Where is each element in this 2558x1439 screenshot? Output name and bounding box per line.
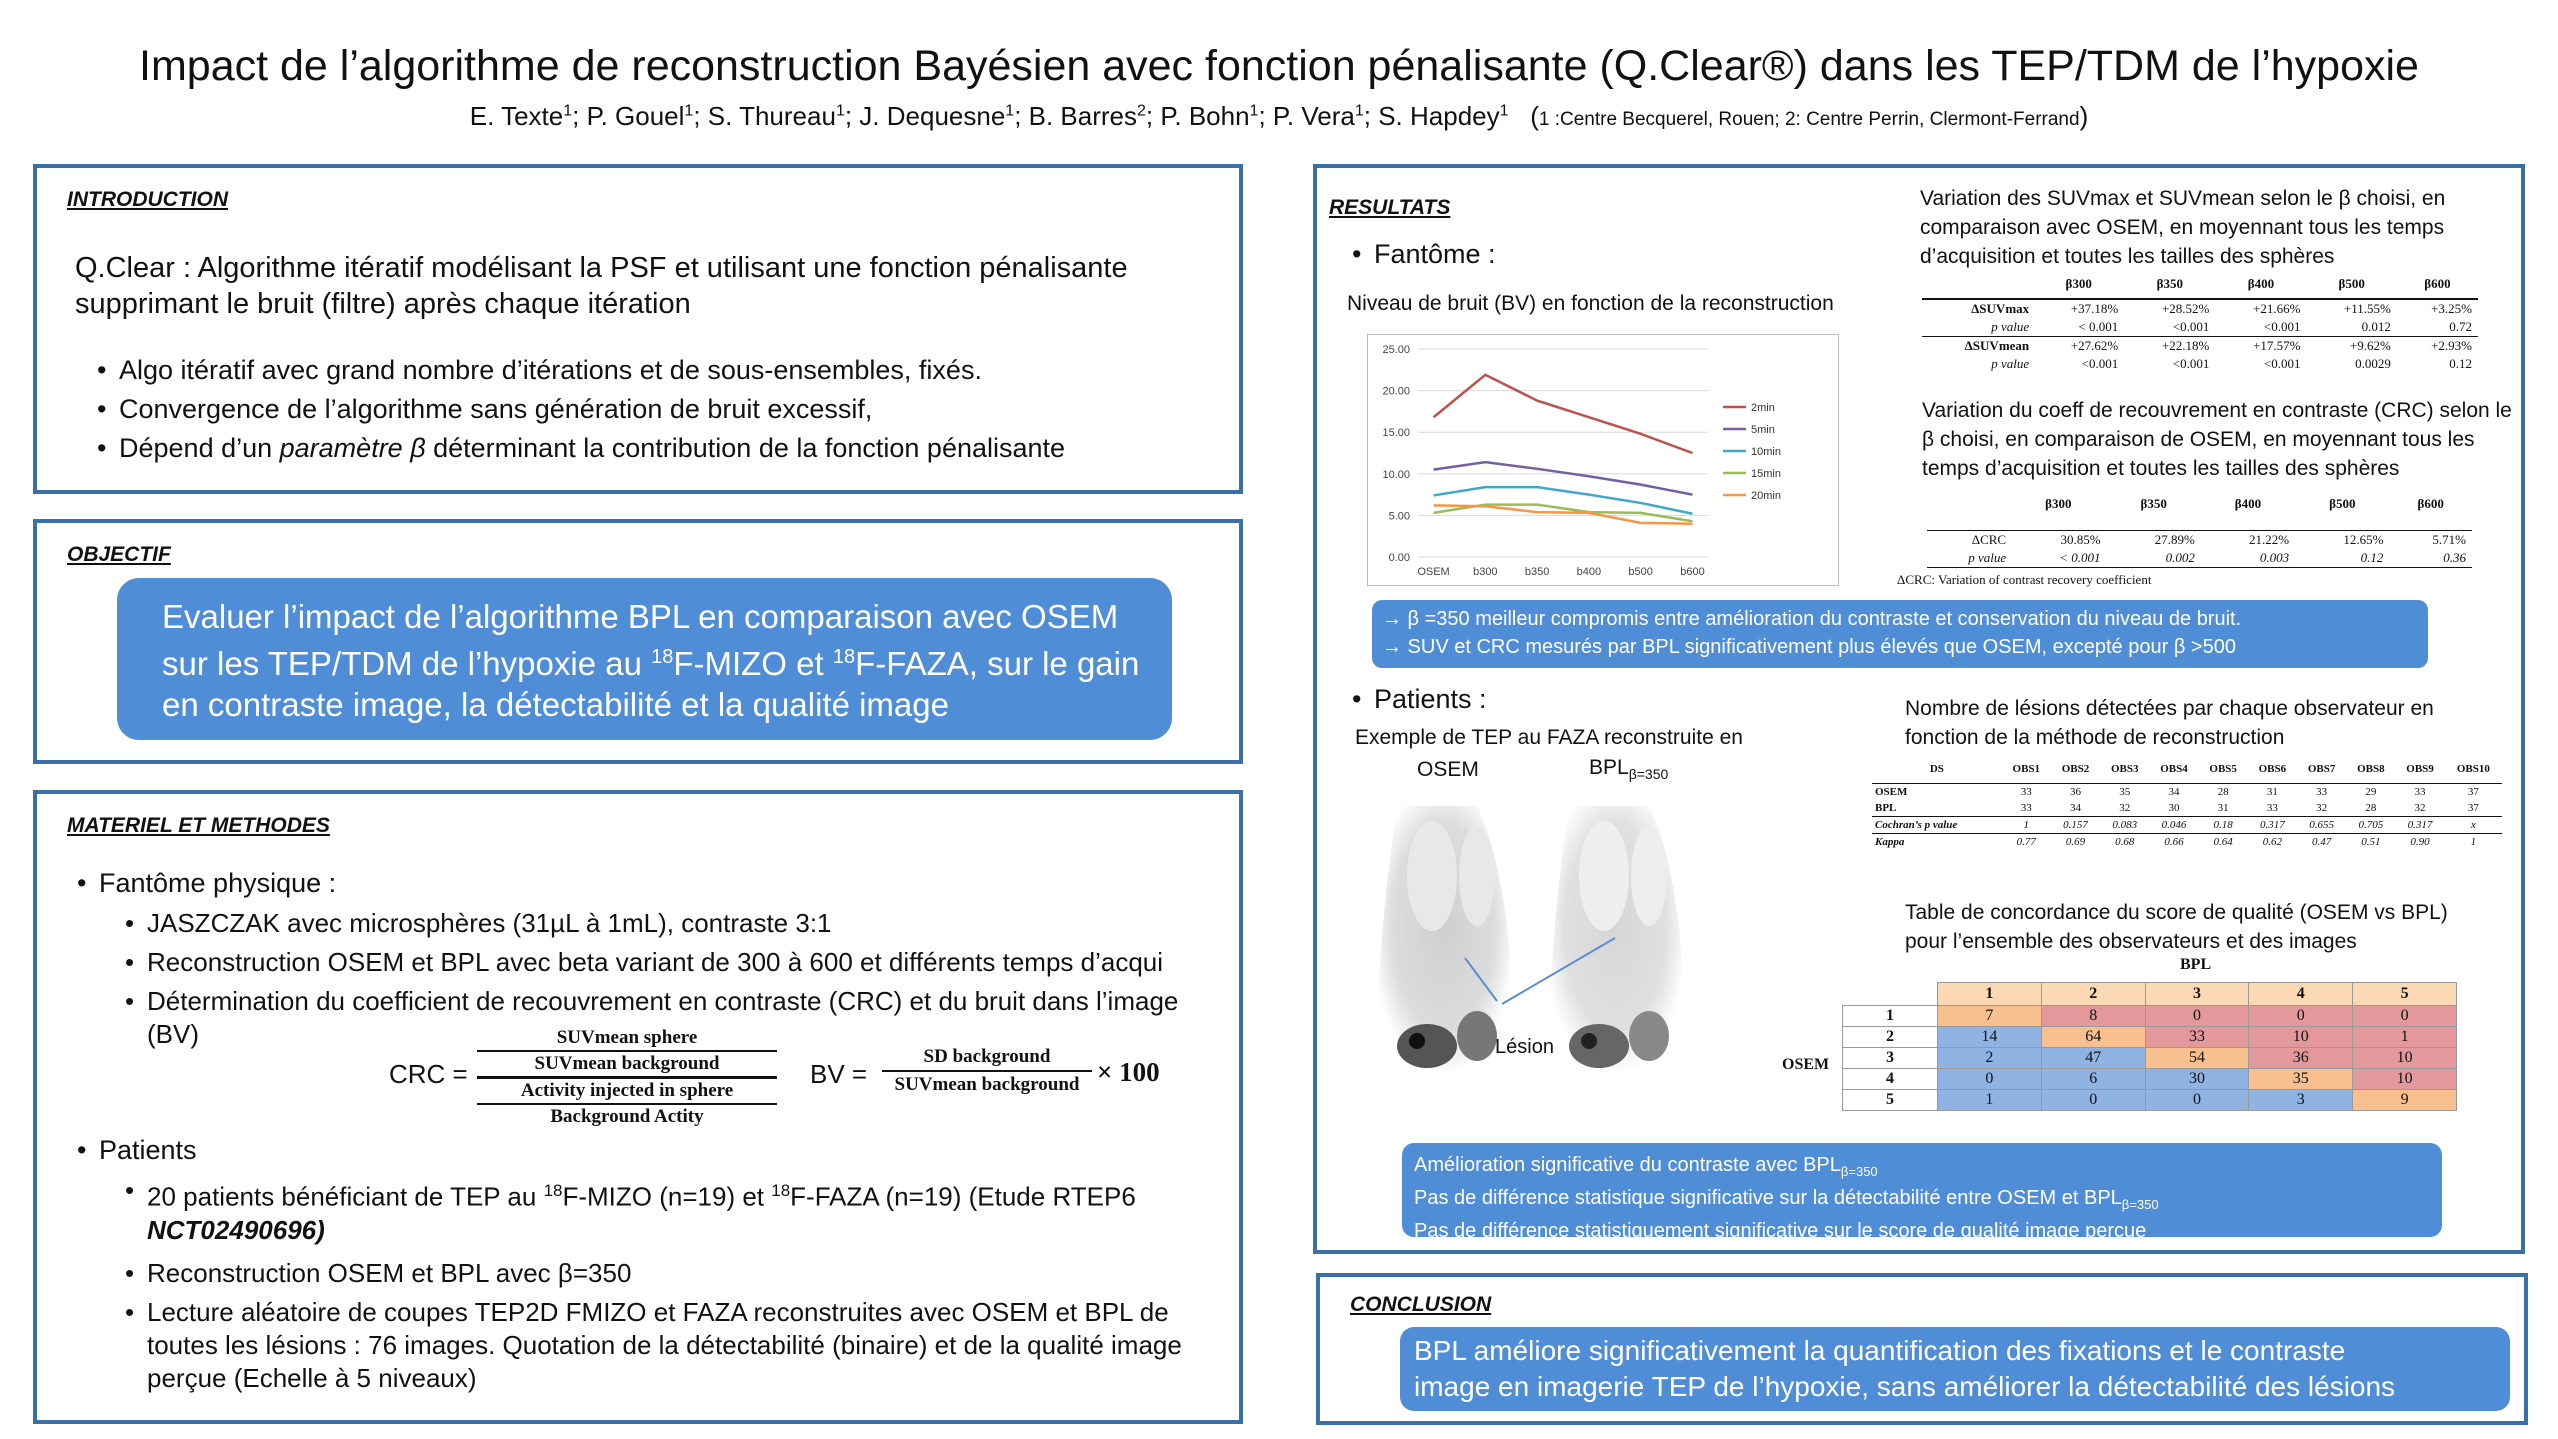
methods-header: MATERIEL ET METHODES [67, 814, 330, 837]
y-tick-label: 0.00 [1388, 552, 1410, 564]
table-header: 2 [2041, 983, 2145, 1006]
table-cell: 0.18 [2199, 817, 2248, 834]
pet-osem-label: OSEM [1417, 758, 1479, 781]
table-header: OBS4 [2149, 761, 2198, 784]
table-cell: 0.012 [2306, 318, 2396, 337]
table-cell: +22.18% [2161, 338, 2210, 353]
author: P. Bohn$^1$ [1160, 100, 1259, 131]
table-cell: 0.003 [2201, 549, 2295, 568]
table-cell: 0.90 [2410, 836, 2430, 848]
legend-label: 15min [1751, 468, 1781, 480]
table-cell: <0.001 [2215, 318, 2306, 337]
table-cell: 3 [2249, 1090, 2353, 1111]
table-header: 3 [2145, 983, 2249, 1006]
table-cell: 35 [2249, 1069, 2353, 1090]
introduction-panel [33, 164, 1243, 494]
results-patients-bullet: • Patients : [1352, 683, 1487, 716]
table-cell: 36 [2249, 1048, 2353, 1069]
table-cell: +28.52% [2161, 301, 2210, 316]
table-cell: 10 [2249, 1027, 2353, 1048]
table-cell: +37.18% [2070, 301, 2119, 316]
y-tick-label: 5.00 [1388, 510, 1410, 523]
table-cell: 1 [2002, 817, 2051, 834]
table-header: β400 [2234, 496, 2262, 511]
table-row [1872, 784, 2502, 801]
table-row [1927, 494, 2472, 531]
crc-note: ΔCRC: Variation of contrast recovery coefficient [1897, 572, 2152, 587]
conclusion-panel [1316, 1273, 2528, 1425]
table-cell: 0.64 [2213, 836, 2233, 848]
row-label: 5 [1843, 1090, 1938, 1111]
table-cell: +27.62% [2070, 338, 2119, 353]
table-cell: 0 [2145, 1006, 2249, 1027]
table-cell: <0.001 [2124, 318, 2215, 337]
suv-table [1922, 274, 2478, 373]
table-cell: 0.0029 [2355, 356, 2391, 371]
table-cell: +21.66% [2253, 301, 2301, 316]
table-cell [1927, 494, 2010, 531]
table-cell: 54 [2145, 1048, 2249, 1069]
table-cell: 0 [2041, 1090, 2145, 1111]
table-cell: 0.36 [2389, 549, 2472, 568]
table-header: OBS5 [2199, 761, 2248, 784]
objectif-line-1: Evaluer l’impact de l’algorithme BPL en comparaison avec OSEM [162, 598, 1119, 635]
observer-caption: Nombre de lésions détectées par chaque observateur en fonction de la méthode de reconstruction [1905, 697, 2434, 749]
table-row [1843, 1090, 2457, 1111]
table-cell: 0.62 [2262, 836, 2283, 848]
methods-phantom-item-3: • Détermination du coefficient de recouvrement en contraste (CRC) et du bruit dans l’image (BV) [125, 985, 1205, 1051]
legend-label: 2min [1751, 402, 1775, 414]
x-tick-label: b600 [1680, 566, 1705, 578]
row-label: ΔSUVmean [1964, 338, 2030, 353]
legend-label: 20min [1751, 490, 1781, 502]
series-line-2min [1434, 375, 1693, 453]
table-cell: 0.68 [2115, 836, 2135, 848]
table-cell: 6 [2041, 1069, 2145, 1090]
results-phantom-bullet: • Fantôme : [1352, 238, 1496, 271]
table-cell: 0.705 [2346, 817, 2395, 834]
table-cell: 0.002 [2107, 549, 2201, 568]
methods-phantom-item-2: • Reconstruction OSEM et BPL avec beta variant de 300 à 600 et différents temps d’acqui [125, 946, 1163, 979]
crc-formula: SUVmean sphere SUVmean background Activity injected in sphere Background Actity [477, 1026, 777, 1129]
patients-summary-line-2: Pas de différence statistique significative sur la détectabilité entre OSEM et $BPL_{\beta=350}$ [1414, 1187, 2159, 1212]
row-label: 4 [1843, 1069, 1938, 1090]
row-label: ΔSUVmax [1971, 301, 2030, 316]
crc-table [1927, 494, 2472, 568]
crc-caption: Variation du coeff de recouvrement en contraste (CRC) selon le β choisi, en comparaison de OSEM, en moyennant tous les temps d’acquisition et toutes les tailles des sphères [1922, 399, 2512, 480]
table-cell: 9 [2353, 1090, 2457, 1111]
table-cell: 0.69 [2065, 836, 2086, 848]
table-cell: 21.22% [2201, 531, 2295, 550]
intro-bullet-3: • Dépend d’un paramètre β déterminant la contribution de la fonction pénalisante [97, 432, 1065, 465]
table-header: 1 [1938, 983, 2042, 1006]
bv-formula: SD background SUVmean background [882, 1044, 1092, 1098]
table-header: OBS2 [2051, 761, 2100, 784]
author: P. Gouel$^1$ [586, 100, 694, 131]
table-cell: 0 [2249, 1006, 2353, 1027]
table-cell: 47 [2041, 1048, 2145, 1069]
table-row [1922, 299, 2478, 318]
concordance-caption: Table de concordance du score de qualité (OSEM vs BPL) pour l’ensemble des observateurs et des images [1905, 901, 2448, 953]
table-cell: 32 [2414, 802, 2426, 814]
table-header: β350 [2140, 496, 2167, 511]
table-header: OBS3 [2100, 761, 2149, 784]
row-label: Cochran’s p value [1872, 817, 2002, 834]
intro-bullet-2: • Convergence de l’algorithme sans génération de bruit excessif, [97, 393, 872, 426]
table-cell: <0.001 [2081, 356, 2119, 371]
table-cell: 14 [1938, 1027, 2042, 1048]
table-row [1922, 318, 2478, 337]
table-cell: +11.55% [2343, 301, 2391, 316]
table-cell: 0 [2353, 1006, 2457, 1027]
table-cell: 32 [2316, 802, 2328, 814]
concordance-table [1842, 982, 2457, 1111]
table-cell: 5.71% [2389, 531, 2472, 550]
pet-caption: Exemple de TEP au FAZA reconstruite en [1355, 726, 1743, 749]
table-cell: 0.083 [2100, 817, 2149, 834]
row-label: OSEM [1875, 786, 1908, 798]
table-header: β300 [2033, 274, 2124, 299]
author: S. Hapdey$^1$ [1378, 100, 1509, 131]
results-panel [1313, 164, 2525, 1254]
table-row [1922, 337, 2478, 356]
methods-patients-bullet: • Patients [77, 1134, 197, 1167]
row-label: p value [1922, 318, 2033, 337]
bv-multiplier: × 100 [1097, 1057, 1160, 1087]
table-cell: 64 [2041, 1027, 2145, 1048]
table-cell: < 0.001 [2010, 549, 2106, 568]
table-cell: 7 [1938, 1006, 2042, 1027]
table-row [1843, 1069, 2457, 1090]
table-cell: 32 [2119, 802, 2131, 814]
objectif-box [117, 578, 1172, 740]
introduction-lead: Q.Clear : Algorithme itératif modélisant la PSF et utilisant une fonction pénalisante supprimant le bruit (filtre) après chaque itération [75, 252, 1128, 320]
methods-phantom-bullet: • Fantôme physique : [77, 867, 336, 900]
table-row [1843, 1048, 2457, 1069]
table-cell: 0.157 [2051, 817, 2100, 834]
x-tick-label: OSEM [1417, 566, 1450, 578]
table-cell: 2 [1938, 1048, 2042, 1069]
methods-patients-item-2: • Reconstruction OSEM et BPL avec β=350 [125, 1257, 631, 1290]
table-cell: 10 [2353, 1048, 2457, 1069]
table-row [1843, 1027, 2457, 1048]
patients-summary-line-3: Pas de différence statistiquement significative sur le score de qualité image perçue [1414, 1220, 2147, 1242]
patients-summary-line-1: Amélioration significative du contraste avec $BPL_{\beta=350}$ [1414, 1154, 1878, 1179]
noise-chart [1367, 334, 1839, 586]
table-cell: 37 [2467, 786, 2479, 798]
table-row [1843, 983, 2457, 1006]
author: J. Dequesne$^1$ [859, 100, 1015, 131]
author: B. Barres$^2$ [1028, 100, 1146, 131]
objectif-panel [33, 519, 1243, 764]
table-header: β500 [2329, 496, 2356, 511]
table-cell: 33 [2266, 802, 2278, 814]
table-cell: 0.655 [2297, 817, 2346, 834]
conclusion-line-2: image en imagerie TEP de l’hypoxie, sans améliorer la détectabilité des lésions [1414, 1371, 2396, 1402]
table-cell: +3.25% [2431, 301, 2472, 316]
objectif-line-2: sur les TEP/TDM de l’hypoxie au $^{18}$F-MIZO et $^{18}$F-FAZA, sur le gain [162, 645, 1140, 682]
y-tick-label: 25.00 [1382, 344, 1410, 356]
table-cell: 28 [2365, 802, 2377, 814]
row-label: p value [1991, 356, 2030, 371]
crc-label: CRC = [389, 1059, 468, 1089]
table-cell: 27.89% [2107, 531, 2201, 550]
phantom-summary-box [1372, 600, 2428, 668]
table-row [1872, 761, 2502, 784]
introduction-header: INTRODUCTION [67, 188, 228, 211]
row-label: 2 [1843, 1027, 1938, 1048]
table-row [1843, 1006, 2457, 1027]
conclusion-box [1400, 1327, 2510, 1411]
phantom-summary-line-1: → β =350 meilleur compromis entre amélioration du contraste et conservation du niveau de bruit. [1382, 608, 2242, 630]
table-cell: 34 [2168, 786, 2180, 798]
affiliations: (1 :Centre Becquerel, Rouen; 2: Centre Perrin, Clermont-Ferrand) [1515, 100, 2089, 131]
objectif-header: OBJECTIF [67, 543, 171, 566]
y-tick-label: 15.00 [1382, 427, 1410, 440]
row-label: 1 [1843, 1006, 1938, 1027]
patients-summary-box [1402, 1143, 2442, 1242]
table-cell: 0.51 [2361, 836, 2381, 848]
table-cell: 1 [2470, 836, 2477, 848]
legend-label: 5min [1751, 424, 1775, 436]
table-cell: +9.62% [2349, 338, 2391, 353]
table-header: β600 [2417, 496, 2444, 511]
table-cell: 0 [2145, 1090, 2249, 1111]
table-cell: x [2445, 817, 2502, 834]
results-header: RESULTATS [1329, 196, 1451, 219]
table-cell: 0.66 [2164, 836, 2184, 848]
x-tick-label: b500 [1628, 566, 1653, 578]
table-cell: 33 [2316, 786, 2328, 798]
table-header: OBS6 [2248, 761, 2297, 784]
table-header: OBS1 [2002, 761, 2051, 784]
table-cell: 30 [2145, 1069, 2249, 1090]
table-cell: 0.12 [2449, 356, 2472, 371]
observer-table [1872, 761, 2502, 850]
table-row [1872, 834, 2502, 851]
table-row [1922, 274, 2478, 299]
legend-label: 10min [1751, 446, 1781, 458]
table-cell: 0.046 [2149, 817, 2198, 834]
table-cell: 33 [2414, 786, 2426, 798]
table-row [1927, 531, 2472, 550]
row-label: 3 [1843, 1048, 1938, 1069]
table-cell: 0.47 [2311, 836, 2332, 848]
x-tick-label: b400 [1576, 566, 1602, 578]
pet-bpl-label: $BPL_{\beta=350}$ [1589, 756, 1669, 783]
table-header: β350 [2124, 274, 2215, 299]
table-header: β300 [2045, 496, 2072, 511]
table-cell: 0.72 [2397, 318, 2478, 337]
table-header: 4 [2249, 983, 2353, 1006]
table-cell: <0.001 [2263, 356, 2301, 371]
authors: E. Texte$^1$; P. Gouel$^1$; S. Thureau$^1$; J. Dequesne$^1$; B. Barres$^2$; P. Bohn$^1$; P. Vera$^1$; S. Hapdey$^1$ [469, 100, 1509, 131]
table-cell: 34 [2070, 802, 2082, 814]
y-tick-label: 20.00 [1382, 385, 1410, 398]
table-cell: 0.317 [2395, 817, 2444, 834]
methods-panel [33, 790, 1243, 1424]
x-tick-label: b350 [1524, 566, 1550, 578]
table-cell: < 0.001 [2033, 318, 2124, 337]
table-header: OBS7 [2297, 761, 2346, 784]
table-row [1927, 549, 2472, 568]
x-tick-label: b300 [1473, 566, 1498, 578]
row-label: Kappa [1875, 836, 1905, 848]
conclusion-header: CONCLUSION [1350, 1293, 1492, 1316]
methods-patients-item-3: • Lecture aléatoire de coupes TEP2D FMIZO et FAZA reconstruites avec OSEM et BPL de toutes les lésions : 76 images. Quotation de la détectabilité (binaire) et de la qualité image perçue (Echelle à 5 niveaux) [125, 1296, 1205, 1395]
table-cell: 31 [2217, 802, 2229, 814]
table-cell: 30.85% [2010, 531, 2106, 550]
objectif-line-3: en contraste image, la détectabilité et la qualité image [162, 686, 949, 723]
concordance-bpl-label: BPL [2180, 956, 2212, 973]
table-cell: 30 [2168, 802, 2180, 814]
table-cell: 37 [2467, 802, 2479, 814]
author: S. Thureau$^1$ [707, 100, 845, 131]
table-cell: <0.001 [2172, 356, 2210, 371]
phantom-summary-line-2: → SUV et CRC mesurés par BPL significativement plus élevés que OSEM, excepté pour β >500 [1382, 636, 2236, 658]
y-tick-label: 10.00 [1382, 468, 1410, 481]
row-label: BPL [1875, 802, 1897, 814]
table-cell: 0.12 [2295, 549, 2389, 568]
table-header: OBS8 [2346, 761, 2395, 784]
table-cell: 28 [2217, 786, 2229, 798]
author: E. Texte$^1$ [469, 100, 573, 131]
methods-phantom-item-1: • JASZCZAK avec microsphères (31µL à 1mL), contraste 3:1 [125, 907, 832, 940]
table-header: OBS10 [2445, 761, 2502, 784]
table-cell: +2.93% [2431, 338, 2472, 353]
table-cell: 29 [2365, 786, 2377, 798]
table-cell: 10 [2353, 1069, 2457, 1090]
concordance-osem-label: OSEM [1782, 1056, 1830, 1073]
table-header: β600 [2397, 274, 2478, 299]
table-cell: 35 [2119, 786, 2131, 798]
table-cell: 1 [2353, 1027, 2457, 1048]
table-header: β400 [2215, 274, 2306, 299]
table-cell: 33 [2020, 786, 2032, 798]
table-header: β500 [2306, 274, 2396, 299]
series-line-10min [1434, 487, 1693, 514]
table-header: OBS9 [2395, 761, 2444, 784]
table-cell: +17.57% [2253, 338, 2301, 353]
bv-label: BV = [810, 1059, 868, 1089]
row-label: p value [1927, 549, 2010, 568]
table-cell: 1 [1938, 1090, 2042, 1111]
table-cell: 8 [2041, 1006, 2145, 1027]
row-label: ΔCRC [1927, 531, 2010, 550]
suv-caption: Variation des SUVmax et SUVmean selon le β choisi, en comparaison avec OSEM, en moyennant tous les temps d’acquisition et toutes les tailles des sphères [1920, 187, 2446, 268]
conclusion-line-1: BPL améliore significativement la quantification des fixations et le contraste [1414, 1335, 2346, 1366]
table-row [1872, 817, 2502, 834]
methods-patients-item-1: • 20 patients bénéficiant de TEP au $^{18}$F-MIZO (n=19) et $^{18}$F-FAZA (n=19) (Etude RTEP6 NCT02490696) [125, 1174, 1205, 1247]
table-cell: 31 [2266, 786, 2278, 798]
table-header: 5 [2353, 983, 2457, 1006]
table-header: DS [1872, 761, 2002, 784]
table-cell [1922, 274, 2033, 299]
table-cell [1843, 983, 1938, 1006]
author: P. Vera$^1$ [1272, 100, 1364, 131]
intro-bullet-1: • Algo itératif avec grand nombre d’itérations et de sous-ensembles, fixés. [97, 354, 982, 387]
noise-chart-caption: Niveau de bruit (BV) en fonction de la reconstruction [1347, 292, 1834, 315]
table-cell: 33 [2020, 802, 2032, 814]
table-cell: 12.65% [2295, 531, 2389, 550]
table-cell: 0.317 [2248, 817, 2297, 834]
table-row [1922, 355, 2478, 373]
lesion-label: Lésion [1495, 1036, 1554, 1058]
table-cell: 33 [2145, 1027, 2249, 1048]
table-cell: 0 [1938, 1069, 2042, 1090]
table-cell: 0.77 [2016, 836, 2036, 848]
table-cell: 36 [2070, 786, 2082, 798]
table-row [1872, 800, 2502, 817]
authors-line [0, 94, 2558, 137]
poster-title: Impact de l’algorithme de reconstruction Bayésien avec fonction pénalisante (Q.Clear®) dans les TEP/TDM de l’hypoxie [139, 42, 2419, 90]
